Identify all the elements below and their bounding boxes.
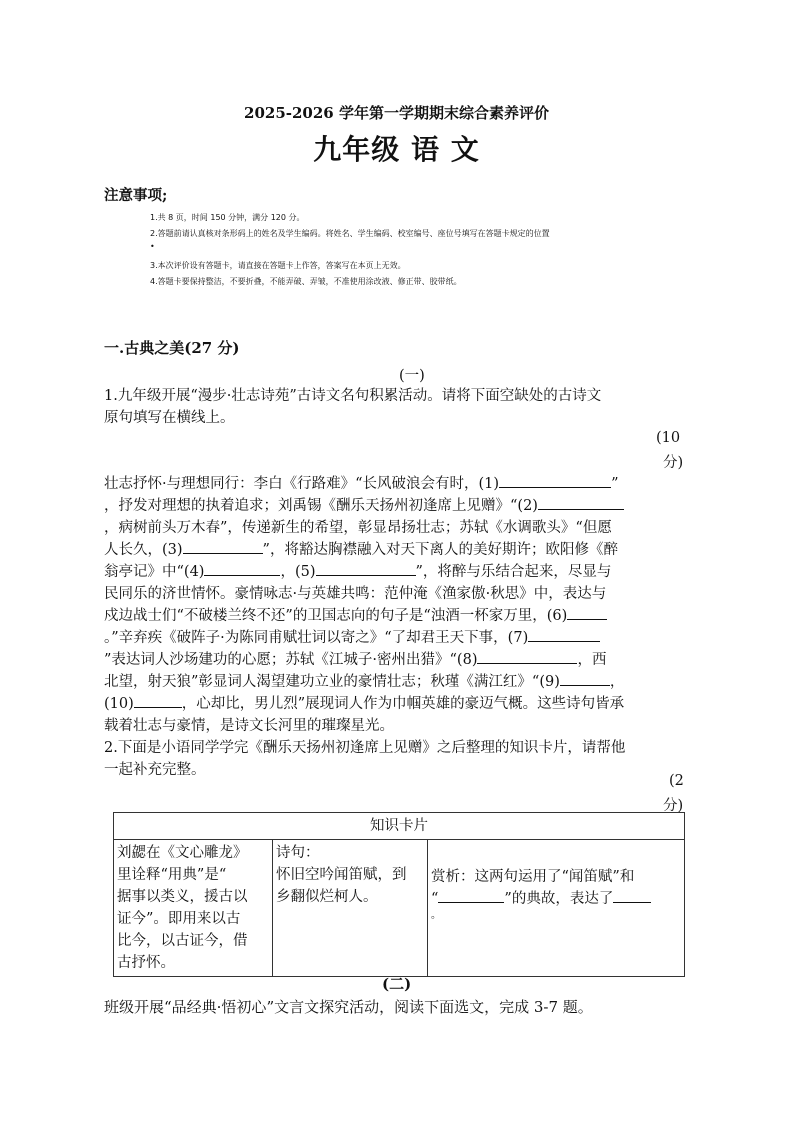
section-heading: 一.古典之美(27 分)	[104, 339, 240, 357]
exam-title: 九年级 语 文	[313, 133, 480, 166]
q1-body-line2: ，抒发对理想的执着追求；刘禹锡《酬乐天扬州初逢席上见赠》“(2)	[104, 495, 690, 517]
answer-blank-8[interactable]	[477, 649, 577, 664]
answer-blank-3[interactable]	[183, 539, 263, 554]
part2-intro: 班级开展“品经典·悟初心”文言文探究活动，阅读下面选文，完成 3-7 题。	[104, 998, 593, 1016]
card-answer-blank-2[interactable]	[613, 888, 651, 903]
q1-body-line5: 翁亭记》中“(4) ，(5) ”，将醉与乐结合起来，尽显与	[104, 561, 690, 583]
card-col-analysis: 赏析：这两句运用了“闻笛赋”和 “ ”的典故，表达了 。	[428, 840, 685, 977]
card-answer-blank-1[interactable]	[438, 888, 504, 903]
knowledge-card-title: 知识卡片	[114, 813, 685, 840]
q1-score-a: (10	[656, 430, 681, 446]
card-col-poem: 诗句： 怀旧空吟闻笛赋，到 乡翻似烂柯人。	[273, 840, 428, 977]
answer-blank-6[interactable]	[567, 605, 607, 620]
q1-body-line7: 戍边战士们“不破楼兰终不还”的卫国志向的句子是“浊酒一杯家万里，(6)	[104, 605, 690, 627]
notice-stray-mark: •	[150, 242, 155, 251]
notice-item-3: 3.本次评价设有答题卡，请直接在答题卡上作答，答案写在本页上无效。	[150, 261, 406, 270]
q2-score-a: (2	[669, 773, 684, 789]
part1-label: (一)	[399, 368, 425, 384]
q1-stem-line1: 1.九年级开展“漫步·壮志诗苑”古诗文名句积累活动。请将下面空缺处的古诗文	[104, 388, 602, 404]
answer-blank-9[interactable]	[560, 671, 610, 686]
answer-blank-1[interactable]	[499, 473, 611, 488]
exam-year-line: 2025-2026 学年第一学期期末综合素养评价	[244, 104, 549, 122]
notice-heading: 注意事项;	[104, 187, 168, 204]
notice-item-1: 1.共 8 页，时间 150 分钟，满分 120 分。	[150, 213, 305, 222]
q1-body-line6: 民同乐的济世情怀。豪情咏志·与英雄共鸣：范仲淹《渔家傲·秋思》中，表达与	[104, 586, 607, 602]
q1-body-line1: 壮志抒怀·与理想同行：李白《行路难》“长风破浪会有时，(1) ”	[104, 473, 690, 495]
q2-stem-line1: 2.下面是小语同学学完《酬乐天扬州初逢席上见赠》之后整理的知识卡片，请帮他	[104, 740, 626, 756]
q2-stem-line2: 一起补充完整。	[104, 762, 206, 778]
knowledge-card	[113, 812, 685, 977]
card-col-definition: 刘勰在《文心雕龙》 里诠释“用典”是“ 据事以类义，援古以 证今”。即用来以古 比今，以古证今，借 古抒怀。	[114, 840, 273, 977]
q1-body-line8: 。”辛弃疾《破阵子·为陈同甫赋壮词以寄之》“了却君王天下事，(7)	[104, 627, 690, 649]
answer-blank-2[interactable]	[538, 495, 624, 510]
answer-blank-10[interactable]	[134, 693, 182, 708]
notice-item-4: 4.答题卡要保持整洁，不要折叠，不能弄破、弄皱，不准使用涂改液、修正带、胶带纸。	[150, 277, 462, 286]
q1-score-b: 分)	[663, 455, 684, 471]
answer-blank-4[interactable]	[204, 561, 280, 576]
q1-stem-line2: 原句填写在横线上。	[104, 410, 235, 426]
q1-body-line3: ，病树前头万木春”，传递新生的希望，彰显昂扬壮志；苏轼《水调歌头》“但愿	[104, 520, 612, 536]
q1-body-line12: 载着壮志与豪情，是诗文长河里的璀璨星光。	[104, 718, 394, 734]
answer-blank-7[interactable]	[528, 627, 600, 642]
q1-body-line4: 人长久，(3) ”，将豁达胸襟融入对天下离人的美好期许；欧阳修《醉	[104, 539, 690, 561]
part2-label: (二)	[382, 975, 412, 993]
q2-score-b: 分)	[663, 798, 684, 814]
q1-body-line10: 北望，射天狼”彰显词人渴望建功立业的豪情壮志；秋瑾《满江红》“(9) ，	[104, 671, 690, 693]
answer-blank-5[interactable]	[316, 561, 416, 576]
q1-body-line11: (10) ，心却比，男儿烈”展现词人作为巾帼英雄的豪迈气概。这些诗句皆承	[104, 693, 690, 715]
notice-item-2: 2.答题前请认真核对条形码上的姓名及学生编码。将姓名、学生编码、校室编号、座位号填写在答题卡规定的位置	[150, 229, 550, 238]
q1-body-line9: ”表达词人沙场建功的心愿；苏轼《江城子·密州出猎》“(8) ，西	[104, 649, 690, 671]
